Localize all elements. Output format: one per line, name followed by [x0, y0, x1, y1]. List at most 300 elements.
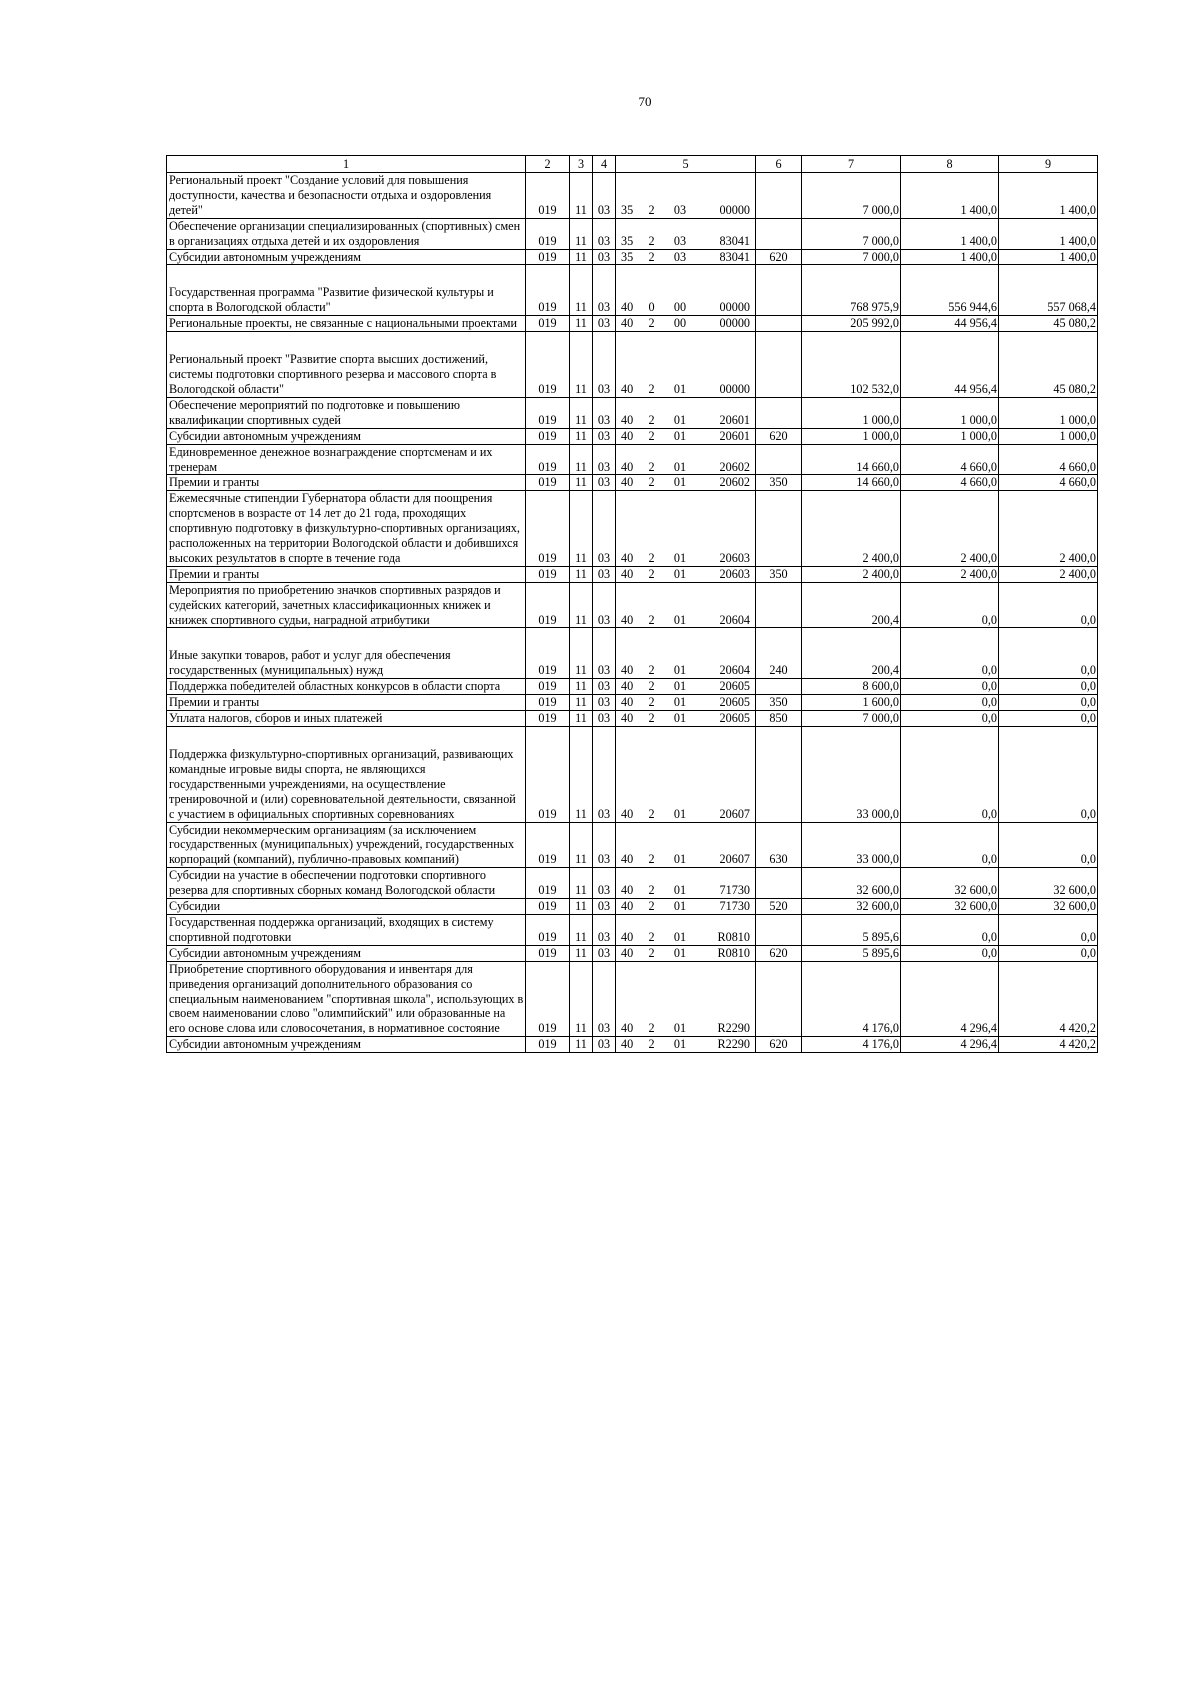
table-row [167, 945, 1098, 961]
target-article-code [621, 567, 755, 582]
agency-code: 019 [526, 218, 570, 249]
agency-code: 019 [526, 961, 570, 1037]
row-name-cell [167, 711, 526, 727]
target-article-part-3: 00 [673, 316, 687, 331]
amount-year-2: 1 400,0 [901, 249, 999, 265]
target-article-part-3: 01 [673, 475, 687, 490]
subsection-code: 03 [593, 695, 616, 711]
row-name: Субсидии некоммерческим организациям (за исключением государственных (муниципальных) учреждений, государственных корпораций (компаний), публично-правовых компаний) [169, 822, 515, 867]
amount-year-2: 1 400,0 [901, 173, 999, 219]
row-name: Субсидии [169, 899, 221, 914]
header-cell-3: 3 [570, 156, 593, 173]
row-name: Субсидии на участие в обеспечении подготовки спортивного резерва для спортивных сборных команд Вологодской области [169, 868, 496, 898]
agency-code: 019 [526, 265, 570, 316]
subsection-code: 03 [593, 868, 616, 899]
amount-year-2: 0,0 [901, 628, 999, 679]
target-article-code [621, 883, 755, 898]
target-article-cell [616, 679, 756, 695]
target-article-part-2: 2 [648, 249, 655, 264]
section-code: 11 [570, 173, 593, 219]
target-article-part-1: 40 [621, 711, 634, 726]
target-article-part-2: 2 [648, 459, 655, 474]
amount-year-1: 1 600,0 [802, 695, 901, 711]
target-article-part-3: 01 [673, 612, 687, 627]
amount-year-1: 33 000,0 [802, 822, 901, 868]
amount-year-2: 32 600,0 [901, 868, 999, 899]
row-name-cell [167, 945, 526, 961]
amount-year-2: 44 956,4 [901, 316, 999, 332]
amount-year-1: 205 992,0 [802, 316, 901, 332]
amount-year-2: 4 660,0 [901, 444, 999, 475]
section-code: 11 [570, 711, 593, 727]
subsection-code: 03 [593, 1037, 616, 1053]
target-article-cell [616, 628, 756, 679]
row-name-cell [167, 868, 526, 899]
table-row [167, 727, 1098, 823]
target-article-part-2: 2 [648, 883, 655, 898]
target-article-part-4: R2290 [717, 1021, 750, 1036]
row-name-cell [167, 566, 526, 582]
row-name: Премии и гранты [169, 475, 260, 490]
agency-code: 019 [526, 428, 570, 444]
amount-year-3: 45 080,2 [999, 332, 1098, 398]
target-article-cell [616, 444, 756, 475]
row-name: Субсидии автономным учреждениям [169, 1037, 361, 1052]
section-code: 11 [570, 332, 593, 398]
target-article-part-4: 20602 [719, 459, 750, 474]
amount-year-3: 0,0 [999, 711, 1098, 727]
row-name-cell [167, 679, 526, 695]
target-article-part-1: 40 [621, 679, 634, 694]
row-name: Единовременное денежное вознаграждение спортсменам и их тренерам [169, 444, 493, 474]
target-article-part-4: R2290 [717, 1037, 750, 1052]
target-article-code [621, 679, 755, 694]
agency-code: 019 [526, 628, 570, 679]
table-row [167, 566, 1098, 582]
amount-year-3: 1 000,0 [999, 428, 1098, 444]
target-article-part-2: 2 [648, 1037, 655, 1052]
subsection-code: 03 [593, 899, 616, 915]
agency-code: 019 [526, 822, 570, 868]
amount-year-3: 1 000,0 [999, 397, 1098, 428]
target-article-code [621, 203, 755, 218]
expense-type-code [756, 582, 802, 628]
table-row [167, 491, 1098, 567]
header-cell-8: 8 [901, 156, 999, 173]
amount-year-1: 768 975,9 [802, 265, 901, 316]
section-code: 11 [570, 566, 593, 582]
target-article-part-1: 40 [621, 566, 634, 581]
target-article-part-1: 40 [621, 316, 634, 331]
subsection-code: 03 [593, 491, 616, 567]
target-article-part-4: 20605 [719, 695, 750, 710]
header-cell-6: 6 [756, 156, 802, 173]
amount-year-3: 1 400,0 [999, 218, 1098, 249]
target-article-code [621, 250, 755, 265]
amount-year-1: 5 895,6 [802, 914, 901, 945]
row-name-cell [167, 173, 526, 219]
amount-year-2: 1 000,0 [901, 428, 999, 444]
section-code: 11 [570, 727, 593, 823]
amount-year-3: 2 400,0 [999, 566, 1098, 582]
subsection-code: 03 [593, 265, 616, 316]
table-row [167, 1037, 1098, 1053]
amount-year-2: 32 600,0 [901, 899, 999, 915]
row-name: Региональные проекты, не связанные с национальными проектами [169, 316, 517, 331]
amount-year-2: 4 660,0 [901, 475, 999, 491]
target-article-part-3: 00 [673, 300, 687, 315]
expense-type-code [756, 397, 802, 428]
target-article-code [621, 711, 755, 726]
target-article-part-1: 40 [621, 412, 634, 427]
target-article-code [621, 413, 755, 428]
target-article-part-2: 2 [648, 852, 655, 867]
target-article-part-2: 2 [648, 550, 655, 565]
target-article-part-2: 2 [648, 711, 655, 726]
target-article-part-4: 00000 [719, 300, 750, 315]
target-article-part-4: 71730 [719, 883, 750, 898]
subsection-code: 03 [593, 582, 616, 628]
target-article-part-3: 03 [673, 249, 687, 264]
target-article-part-3: 03 [673, 233, 687, 248]
target-article-part-3: 01 [673, 381, 687, 396]
target-article-code [621, 946, 755, 961]
agency-code: 019 [526, 491, 570, 567]
target-article-part-2: 2 [648, 233, 655, 248]
target-article-cell [616, 249, 756, 265]
target-article-part-3: 01 [673, 412, 687, 427]
subsection-code: 03 [593, 332, 616, 398]
target-article-part-3: 01 [673, 566, 687, 581]
expense-type-code [756, 173, 802, 219]
target-article-part-1: 40 [621, 550, 634, 565]
amount-year-3: 0,0 [999, 695, 1098, 711]
row-name: Мероприятия по приобретению значков спортивных разрядов и судейских категорий, зачетных классификационных книжек и книжек спортивного судьи, наградной атрибутики [169, 582, 501, 627]
table-row [167, 316, 1098, 332]
agency-code: 019 [526, 868, 570, 899]
amount-year-3: 0,0 [999, 679, 1098, 695]
row-name: Обеспечение организации специализированных (спортивных) смен в организациях отдыха детей и их оздоровления [169, 218, 521, 248]
agency-code: 019 [526, 397, 570, 428]
amount-year-3: 0,0 [999, 822, 1098, 868]
amount-year-2: 0,0 [901, 727, 999, 823]
amount-year-2: 0,0 [901, 582, 999, 628]
target-article-part-3: 01 [673, 929, 687, 944]
target-article-cell [616, 428, 756, 444]
page-number: 70 [638, 94, 652, 109]
expense-type-code [756, 868, 802, 899]
target-article-part-3: 01 [673, 1037, 687, 1052]
amount-year-3: 4 420,2 [999, 1037, 1098, 1053]
expense-type-code [756, 316, 802, 332]
target-article-part-4: 20605 [719, 679, 750, 694]
subsection-code: 03 [593, 566, 616, 582]
row-name-cell [167, 218, 526, 249]
row-name-cell [167, 332, 526, 398]
target-article-part-3: 01 [673, 1021, 687, 1036]
agency-code: 019 [526, 475, 570, 491]
row-name-cell [167, 1037, 526, 1053]
target-article-part-2: 2 [648, 899, 655, 914]
row-name-cell [167, 265, 526, 316]
target-article-part-2: 2 [648, 945, 655, 960]
row-name: Ежемесячные стипендии Губернатора области для поощрения спортсменов в возрасте от 14 лет до 21 года, проходящих спортивную подготовку в физкультурно-спортивных организациях, расположенных на территории Вологодской области и добившихся высоких результатов в спорте в течение года [169, 491, 520, 565]
section-code: 11 [570, 822, 593, 868]
target-article-code [621, 930, 755, 945]
expense-type-code: 520 [756, 899, 802, 915]
row-name: Приобретение спортивного оборудования и инвентаря для приведения организаций дополнительного образования со специальным наименованием "спортивная школа", использующих в своем наименовании слово "олимпийский" или образованные на его основе слова или словосочетания, в нормативное состояние [169, 961, 524, 1036]
row-name-cell [167, 491, 526, 567]
table-row [167, 899, 1098, 915]
row-name-cell [167, 475, 526, 491]
expense-type-code [756, 491, 802, 567]
section-code: 11 [570, 218, 593, 249]
table-row [167, 961, 1098, 1037]
target-article-part-2: 2 [648, 929, 655, 944]
target-article-code [621, 899, 755, 914]
target-article-part-3: 01 [673, 899, 687, 914]
target-article-part-4: 00000 [719, 381, 750, 396]
target-article-part-2: 0 [648, 300, 655, 315]
amount-year-2: 44 956,4 [901, 332, 999, 398]
target-article-part-2: 2 [648, 475, 655, 490]
target-article-part-3: 01 [673, 679, 687, 694]
target-article-code [621, 695, 755, 710]
target-article-part-4: R0810 [717, 945, 750, 960]
agency-code: 019 [526, 173, 570, 219]
section-code: 11 [570, 397, 593, 428]
target-article-part-1: 35 [621, 249, 634, 264]
table-row [167, 679, 1098, 695]
amount-year-2: 4 296,4 [901, 961, 999, 1037]
row-name: Премии и гранты [169, 695, 260, 710]
amount-year-2: 4 296,4 [901, 1037, 999, 1053]
header-cell-4: 4 [593, 156, 616, 173]
header-cell-7: 7 [802, 156, 901, 173]
table-row [167, 218, 1098, 249]
amount-year-1: 5 895,6 [802, 945, 901, 961]
section-code: 11 [570, 582, 593, 628]
table-row [167, 914, 1098, 945]
table-row [167, 711, 1098, 727]
target-article-code [621, 807, 755, 822]
expense-type-code: 620 [756, 945, 802, 961]
row-name-cell [167, 914, 526, 945]
amount-year-3: 4 660,0 [999, 475, 1098, 491]
row-name: Субсидии автономным учреждениям [169, 945, 361, 960]
target-article-part-4: 20605 [719, 711, 750, 726]
target-article-part-4: 20601 [719, 428, 750, 443]
amount-year-3: 45 080,2 [999, 316, 1098, 332]
expense-type-code: 620 [756, 1037, 802, 1053]
amount-year-3: 0,0 [999, 582, 1098, 628]
header-row [167, 156, 1098, 173]
target-article-part-1: 40 [621, 663, 634, 678]
expense-type-code: 630 [756, 822, 802, 868]
subsection-code: 03 [593, 727, 616, 823]
target-article-part-3: 01 [673, 663, 687, 678]
target-article-part-3: 01 [673, 428, 687, 443]
amount-year-3: 1 400,0 [999, 173, 1098, 219]
target-article-part-3: 01 [673, 806, 687, 821]
expense-type-code: 850 [756, 711, 802, 727]
target-article-cell [616, 914, 756, 945]
target-article-cell [616, 332, 756, 398]
amount-year-3: 0,0 [999, 945, 1098, 961]
subsection-code: 03 [593, 173, 616, 219]
target-article-part-4: 20604 [719, 612, 750, 627]
expense-type-code: 350 [756, 475, 802, 491]
target-article-part-4: R0810 [717, 929, 750, 944]
target-article-code [621, 300, 755, 315]
target-article-cell [616, 491, 756, 567]
row-name: Поддержка физкультурно-спортивных организаций, развивающих командные игровые виды спорта, не являющихся государственными учреждениями, на осуществление тренировочной и (или) соревновательной деятельности, связанной с участием в официальных спортивных соревнованиях [169, 747, 516, 821]
target-article-cell [616, 218, 756, 249]
target-article-part-4: 20601 [719, 412, 750, 427]
section-code: 11 [570, 679, 593, 695]
row-name-cell [167, 249, 526, 265]
amount-year-2: 0,0 [901, 914, 999, 945]
agency-code: 019 [526, 679, 570, 695]
section-code: 11 [570, 945, 593, 961]
target-article-code [621, 551, 755, 566]
target-article-cell [616, 868, 756, 899]
expense-type-code [756, 961, 802, 1037]
subsection-code: 03 [593, 397, 616, 428]
amount-year-2: 0,0 [901, 695, 999, 711]
target-article-cell [616, 961, 756, 1037]
target-article-part-2: 2 [648, 1021, 655, 1036]
row-name: Региональный проект "Развитие спорта высших достижений, системы подготовки спортивного резерва и массового спорта в Вологодской области" [169, 352, 497, 396]
section-code: 11 [570, 961, 593, 1037]
amount-year-1: 14 660,0 [802, 444, 901, 475]
table-row [167, 628, 1098, 679]
target-article-part-4: 83041 [719, 249, 750, 264]
subsection-code: 03 [593, 249, 616, 265]
target-article-cell [616, 822, 756, 868]
amount-year-1: 2 400,0 [802, 566, 901, 582]
header-cell-9: 9 [999, 156, 1098, 173]
subsection-code: 03 [593, 679, 616, 695]
expense-type-code: 350 [756, 566, 802, 582]
target-article-part-2: 2 [648, 663, 655, 678]
header-cell-2: 2 [526, 156, 570, 173]
expense-type-code [756, 727, 802, 823]
amount-year-2: 0,0 [901, 945, 999, 961]
amount-year-1: 33 000,0 [802, 727, 901, 823]
target-article-part-3: 03 [673, 202, 687, 217]
target-article-part-1: 40 [621, 300, 634, 315]
row-name: Региональный проект "Создание условий для повышения доступности, качества и безопасности отдыха и оздоровления детей" [169, 173, 492, 217]
amount-year-1: 14 660,0 [802, 475, 901, 491]
target-article-cell [616, 316, 756, 332]
amount-year-3: 0,0 [999, 914, 1098, 945]
target-article-cell [616, 899, 756, 915]
section-code: 11 [570, 316, 593, 332]
subsection-code: 03 [593, 316, 616, 332]
target-article-part-1: 40 [621, 1021, 634, 1036]
subsection-code: 03 [593, 914, 616, 945]
table-row [167, 582, 1098, 628]
target-article-part-3: 01 [673, 550, 687, 565]
amount-year-1: 200,4 [802, 628, 901, 679]
target-article-part-1: 35 [621, 202, 634, 217]
target-article-part-4: 00000 [719, 316, 750, 331]
amount-year-3: 0,0 [999, 727, 1098, 823]
row-name-cell [167, 727, 526, 823]
agency-code: 019 [526, 566, 570, 582]
agency-code: 019 [526, 899, 570, 915]
subsection-code: 03 [593, 711, 616, 727]
row-name: Обеспечение мероприятий по подготовке и повышению квалификации спортивных судей [169, 397, 461, 427]
target-article-part-2: 2 [648, 381, 655, 396]
section-code: 11 [570, 914, 593, 945]
header-cell-5: 5 [616, 156, 756, 173]
expense-type-code [756, 914, 802, 945]
table-row [167, 475, 1098, 491]
target-article-part-1: 40 [621, 929, 634, 944]
expense-type-code [756, 218, 802, 249]
row-name-cell [167, 628, 526, 679]
target-article-part-1: 40 [621, 695, 634, 710]
target-article-code [621, 613, 755, 628]
amount-year-1: 4 176,0 [802, 1037, 901, 1053]
target-article-part-1: 40 [621, 945, 634, 960]
target-article-cell [616, 695, 756, 711]
row-name: Субсидии автономным учреждениям [169, 428, 361, 443]
target-article-part-3: 01 [673, 695, 687, 710]
row-name-cell [167, 695, 526, 711]
amount-year-1: 7 000,0 [802, 711, 901, 727]
target-article-code [621, 852, 755, 867]
target-article-part-4: 71730 [719, 899, 750, 914]
row-name-cell [167, 428, 526, 444]
row-name: Государственная поддержка организаций, входящих в систему спортивной подготовки [169, 914, 494, 944]
amount-year-1: 32 600,0 [802, 899, 901, 915]
target-article-cell [616, 945, 756, 961]
target-article-part-4: 00000 [719, 202, 750, 217]
target-article-code [621, 429, 755, 444]
target-article-part-2: 2 [648, 428, 655, 443]
expense-type-code [756, 679, 802, 695]
table-row [167, 332, 1098, 398]
target-article-part-1: 40 [621, 883, 634, 898]
row-name-cell [167, 899, 526, 915]
target-article-part-1: 40 [621, 428, 634, 443]
table-row [167, 822, 1098, 868]
target-article-part-3: 01 [673, 459, 687, 474]
amount-year-3: 0,0 [999, 628, 1098, 679]
target-article-part-3: 01 [673, 945, 687, 960]
agency-code: 019 [526, 444, 570, 475]
target-article-cell [616, 265, 756, 316]
target-article-part-4: 20604 [719, 663, 750, 678]
table-row [167, 444, 1098, 475]
agency-code: 019 [526, 332, 570, 398]
target-article-part-4: 20603 [719, 550, 750, 565]
subsection-code: 03 [593, 218, 616, 249]
subsection-code: 03 [593, 628, 616, 679]
expense-type-code: 620 [756, 249, 802, 265]
target-article-cell [616, 711, 756, 727]
target-article-cell [616, 173, 756, 219]
table-row [167, 397, 1098, 428]
agency-code: 019 [526, 711, 570, 727]
agency-code: 019 [526, 582, 570, 628]
expense-type-code [756, 332, 802, 398]
target-article-part-1: 40 [621, 899, 634, 914]
amount-year-1: 7 000,0 [802, 218, 901, 249]
